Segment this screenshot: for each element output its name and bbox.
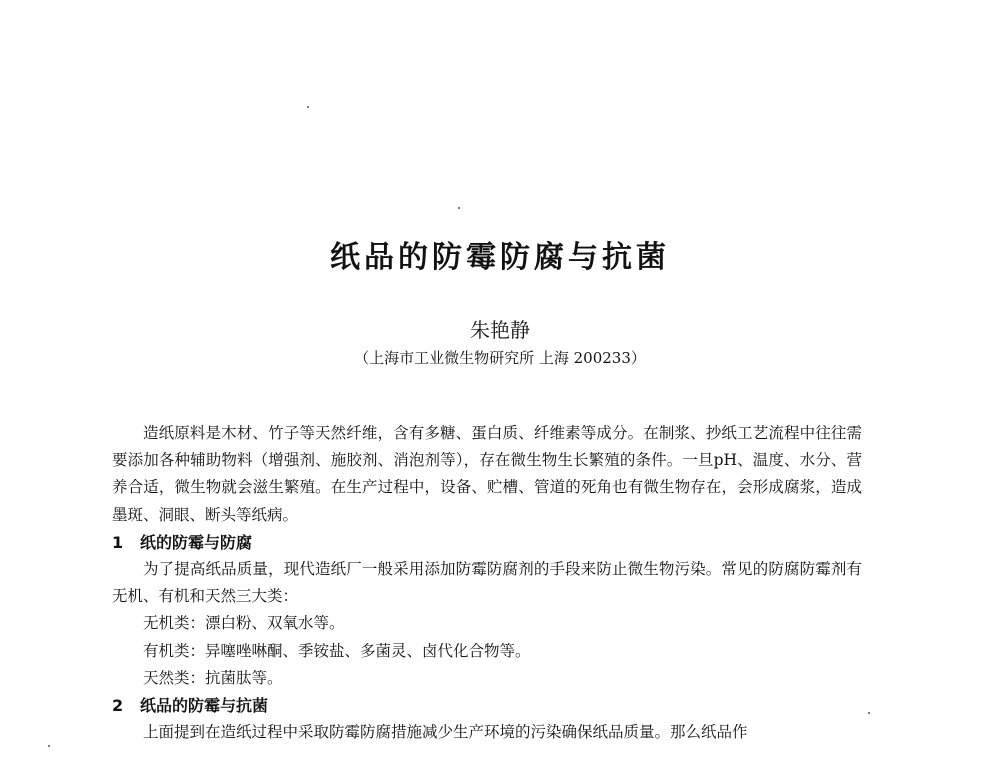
article-body	[112, 420, 862, 746]
page-title: 纸品的防霉防腐与抗菌	[330, 240, 670, 275]
section-1-title: 纸的防霉与防腐	[140, 532, 253, 552]
section-2-number: 2	[112, 696, 124, 716]
section-1-heading	[112, 529, 862, 556]
list-item: 有机类：异噻唑啉酮、季铵盐、多菌灵、卤代化合物等。	[143, 641, 531, 660]
list-item: 天然类：抗菌肽等。	[143, 668, 283, 687]
scan-speck	[868, 712, 870, 714]
intro-paragraph: 造纸原料是木材、竹子等天然纤维，含有多糖、蛋白质、纤维素等成分。在制浆、抄纸工艺流程中往往需要添加各种辅助物料（增强剂、施胶剂、消泡剂等），存在微生物生长繁殖的条件。一旦pH、温度、水分、营养合适，微生物就会滋生繁殖。在生产过程中，设备、贮槽、管道的死角也有微生物存在，会形成腐浆，造成墨斑、洞眼、断头等纸病。	[112, 424, 862, 524]
section-2-heading	[112, 692, 862, 719]
scan-speck	[307, 106, 309, 108]
section-2-paragraph: 上面提到在造纸过程中采取防霉防腐措施减少生产环境的污染确保纸品质量。那么纸品作	[143, 723, 748, 742]
section-1-number: 1	[112, 532, 124, 552]
scan-speck	[458, 207, 460, 209]
scan-speck	[48, 745, 50, 747]
author-name: 朱艳静	[470, 318, 530, 342]
section-2-title: 纸品的防霉与抗菌	[140, 696, 269, 716]
author-affiliation: （上海市工业微生物研究所 上海 200233）	[354, 349, 646, 367]
section-1-paragraph: 为了提高纸品质量，现代造纸厂一般采用添加防霉防腐剂的手段来防止微生物污染。常见的防腐防霉剂有无机、有机和天然三大类：	[112, 560, 862, 606]
list-item: 无机类：漂白粉、双氧水等。	[143, 614, 345, 633]
